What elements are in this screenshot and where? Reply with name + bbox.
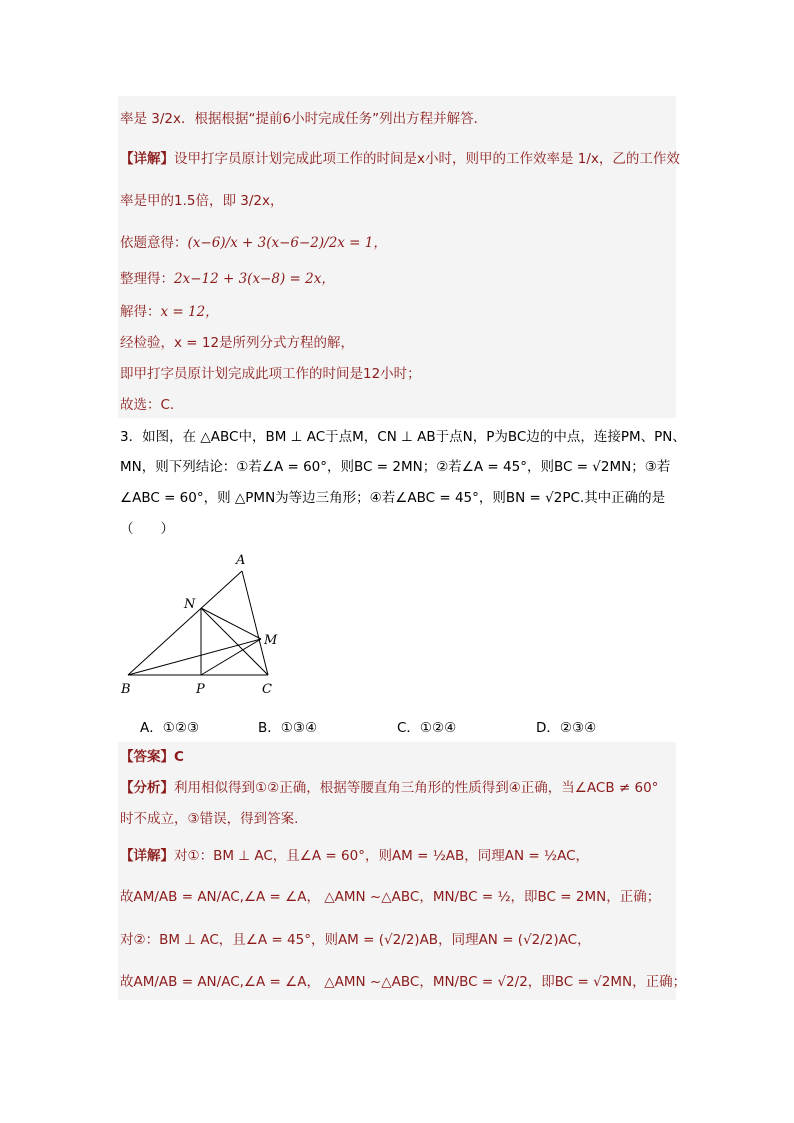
segment-cn (201, 608, 268, 675)
question-line-3: ∠ABC = 60°，则 △PMN为等边三角形；④若∠ABC = 45°，则BN = √2PC.其中正确的是 (120, 490, 666, 506)
option-a[interactable]: A．①②③ (140, 720, 200, 736)
solution-text: 率是 3/2x．根据根据“提前6小时完成任务”列出方程并解答． (120, 111, 488, 127)
solution-label: 解得： (120, 304, 161, 320)
label-a: A (236, 553, 246, 568)
label-b: B (121, 682, 131, 697)
label-c: C (262, 682, 272, 697)
solution-text: 即甲打字员原计划完成此项工作的时间是12小时； (120, 366, 421, 382)
equation: (x−6)/x + 3(x−6−2)/2x = 1， (187, 235, 387, 251)
answer-tag: 【答案】 (120, 749, 174, 765)
option-c[interactable]: C．①②④ (397, 720, 457, 736)
solution-line-9 (120, 396, 183, 414)
analysis-tag: 【分析】 (120, 780, 174, 796)
label-n: N (184, 597, 196, 612)
solution-line-3 (120, 192, 283, 210)
detail-line-4: 故AM/AB = AN/AC,∠A = ∠A， △AMN ~△ABC，MN/BC = √2/2，即BC = √2MN，正确； (120, 974, 687, 990)
answer-value: C (174, 749, 184, 765)
solution-line-1 (120, 110, 487, 128)
solution-text: 经检验，x = 12是所列分式方程的解， (120, 335, 355, 351)
solution-text: 率是甲的1.5倍，即 3/2x， (120, 193, 284, 209)
solution-label: 依题意得： (120, 235, 188, 251)
equation: x = 12， (160, 304, 219, 320)
solution-line-8 (120, 365, 421, 383)
solution-line-4 (120, 234, 387, 252)
solution-line-7 (120, 334, 354, 352)
question-line-1: 3．如图，在 △ABC中，BM ⊥ AC于点M，CN ⊥ AB于点N，P为BC边的中点，连接PM、PN、 (120, 429, 686, 445)
segment-pm (201, 639, 261, 675)
option-b[interactable]: B．①③④ (258, 720, 318, 736)
option-d[interactable]: D．②③④ (536, 720, 597, 736)
analysis-line-2: 时不成立，③错误，得到答案. (120, 811, 299, 827)
detail-line-2: 故AM/AB = AN/AC,∠A = ∠A， △AMN ~△ABC，MN/BC = ½，即BC = 2MN，正确； (120, 889, 661, 905)
solution-line-6 (120, 303, 219, 321)
triangle-figure (112, 546, 292, 702)
detail-line-3: 对②：BM ⊥ AC，且∠A = 45°，则AM = (√2/2)AB，同理AN = (√2/2)AC， (120, 932, 591, 948)
solution-text: 设甲打字员原计划完成此项工作的时间是x小时，则甲的工作效率是 1/x，乙的工作效 (174, 151, 680, 167)
solution-line-2 (120, 150, 680, 168)
label-p: P (196, 682, 205, 697)
question-line-2: MN，则下列结论：①若∠A = 60°，则BC = 2MN；②若∠A = 45°，则BC = √2MN；③若 (120, 459, 671, 475)
analysis-line-1 (120, 779, 658, 797)
detail-text: 对①：BM ⊥ AC，且∠A = 60°，则AM = ½AB，同理AN = ½AC， (174, 848, 590, 864)
detail-tag: 【详解】 (120, 151, 174, 167)
detail-line-1 (120, 847, 589, 865)
question-line-4: （ ） (120, 521, 174, 537)
analysis-text: 利用相似得到①②正确，根据等腰直角三角形的性质得到④正确，当∠ACB ≠ 60° (174, 780, 659, 796)
solution-label: 整理得： (120, 271, 174, 287)
solution-text: 故选：C． (120, 397, 184, 413)
detail-tag: 【详解】 (120, 848, 174, 864)
answer-line (120, 748, 184, 766)
solution-line-5 (120, 270, 335, 288)
side-ac (242, 571, 268, 675)
equation: 2x−12 + 3(x−8) = 2x， (174, 271, 335, 287)
label-m: M (264, 633, 278, 648)
